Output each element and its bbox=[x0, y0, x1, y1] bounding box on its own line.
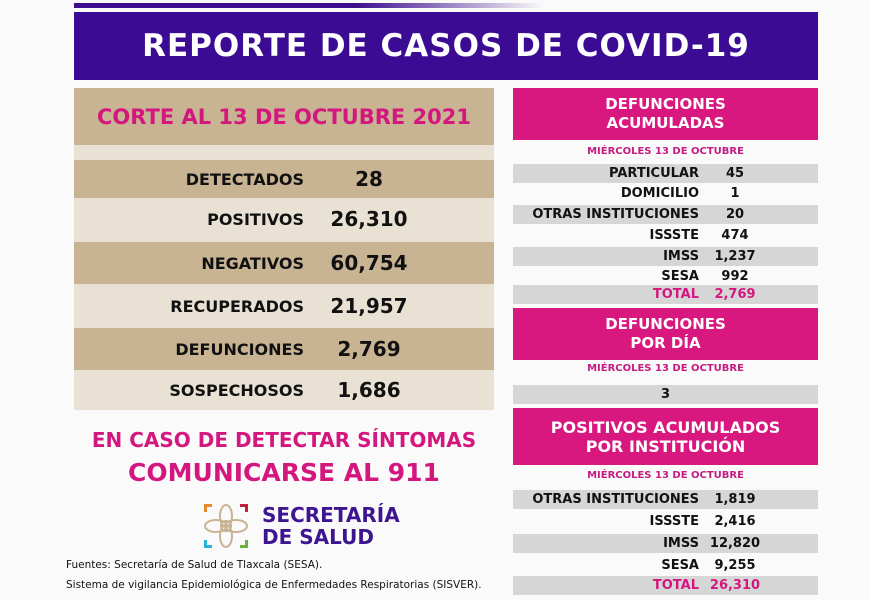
summary-row-sospechosos bbox=[74, 370, 494, 410]
logo-line-2: DE SALUD bbox=[262, 525, 374, 549]
row-value: 1,819 bbox=[714, 492, 756, 507]
row-label: OTRAS INSTITUCIONES bbox=[532, 207, 699, 222]
header-line: POR DÍA bbox=[630, 334, 701, 352]
secretaria-salud-flower-logo-icon bbox=[200, 500, 252, 552]
row-label: SESA bbox=[661, 269, 699, 284]
secretaria-salud-logo-text bbox=[262, 504, 400, 548]
source-line-1: Fuentes: Secretaría de Salud de Tlaxcala (SESA). bbox=[66, 559, 323, 571]
positives-date: MIÉRCOLES 13 DE OCTUBRE bbox=[587, 470, 744, 481]
table-row bbox=[513, 184, 818, 203]
row-label: ISSSTE bbox=[649, 228, 699, 243]
deaths-daily-header bbox=[513, 308, 818, 360]
deaths-cumulative-header bbox=[513, 88, 818, 140]
table-row bbox=[513, 534, 818, 553]
alert-line-2: COMUNICARSE AL 911 bbox=[128, 458, 440, 487]
cutoff-date: CORTE AL 13 DE OCTUBRE 2021 bbox=[74, 88, 494, 145]
row-value: 9,255 bbox=[714, 558, 756, 573]
row-value: 2,769 bbox=[337, 337, 401, 361]
header-line: POSITIVOS ACUMULADOS bbox=[550, 417, 781, 437]
row-label: RECUPERADOS bbox=[170, 296, 304, 316]
deaths-daily-value: 3 bbox=[513, 385, 818, 404]
row-label: IMSS bbox=[663, 249, 699, 264]
row-label: NEGATIVOS bbox=[201, 253, 304, 273]
total-label: TOTAL bbox=[652, 578, 699, 593]
row-label: SOSPECHOSOS bbox=[169, 380, 304, 400]
table-row bbox=[513, 556, 818, 575]
summary-row-recuperados bbox=[74, 285, 494, 327]
table-row bbox=[513, 226, 818, 245]
deaths-cumulative-date: MIÉRCOLES 13 DE OCTUBRE bbox=[587, 146, 744, 157]
row-value: 45 bbox=[725, 166, 745, 181]
header-line: ACUMULADAS bbox=[606, 114, 725, 132]
summary-row-positivos bbox=[74, 198, 494, 240]
row-label: OTRAS INSTITUCIONES bbox=[532, 492, 699, 507]
row-label: SESA bbox=[661, 558, 699, 573]
summary-row-detectados bbox=[74, 160, 494, 198]
row-value: 1,237 bbox=[714, 249, 756, 264]
table-row bbox=[513, 247, 818, 266]
header-line: DEFUNCIONES bbox=[605, 95, 726, 113]
table-row bbox=[513, 512, 818, 531]
summary-row-defunciones bbox=[74, 328, 494, 370]
row-label: IMSS bbox=[663, 536, 699, 551]
page-title: REPORTE DE CASOS DE COVID-19 bbox=[74, 12, 818, 80]
deaths-daily-date: MIÉRCOLES 13 DE OCTUBRE bbox=[587, 363, 744, 374]
table-row bbox=[513, 205, 818, 224]
row-value: 12,820 bbox=[709, 536, 761, 551]
total-value: 2,769 bbox=[714, 287, 756, 302]
logo-line-1: SECRETARÍA bbox=[262, 503, 400, 527]
row-label: DETECTADOS bbox=[185, 169, 304, 189]
row-value: 1,686 bbox=[337, 378, 401, 402]
positives-by-institution-header bbox=[513, 408, 818, 465]
row-value: 1 bbox=[730, 186, 740, 201]
row-value: 992 bbox=[721, 269, 749, 284]
table-row bbox=[513, 490, 818, 509]
header-line: DEFUNCIONES bbox=[605, 315, 726, 333]
row-value: 26,310 bbox=[330, 207, 408, 231]
row-value: 2,416 bbox=[714, 514, 756, 529]
table-row bbox=[513, 267, 818, 286]
alert-line-1: EN CASO DE DETECTAR SÍNTOMAS bbox=[91, 428, 477, 452]
row-label: DOMICILIO bbox=[620, 186, 699, 201]
row-label: ISSSTE bbox=[649, 514, 699, 529]
top-accent-line bbox=[74, 3, 544, 8]
table-row bbox=[513, 164, 818, 183]
source-line-2: Sistema de vigilancia Epidemiológica de Enfermedades Respiratorias (SISVER). bbox=[66, 579, 482, 591]
row-value: 28 bbox=[355, 167, 383, 191]
total-value: 26,310 bbox=[709, 578, 761, 593]
total-row bbox=[513, 576, 818, 595]
row-label: PARTICULAR bbox=[609, 166, 699, 181]
row-value: 60,754 bbox=[330, 251, 408, 275]
row-label: POSITIVOS bbox=[207, 209, 304, 229]
header-line: POR INSTITUCIÓN bbox=[585, 436, 746, 456]
row-value: 21,957 bbox=[330, 294, 408, 318]
summary-row-negativos bbox=[74, 242, 494, 284]
total-row bbox=[513, 285, 818, 304]
total-label: TOTAL bbox=[652, 287, 699, 302]
row-label: DEFUNCIONES bbox=[175, 339, 304, 359]
row-value: 20 bbox=[725, 207, 745, 222]
row-value: 474 bbox=[721, 228, 749, 243]
